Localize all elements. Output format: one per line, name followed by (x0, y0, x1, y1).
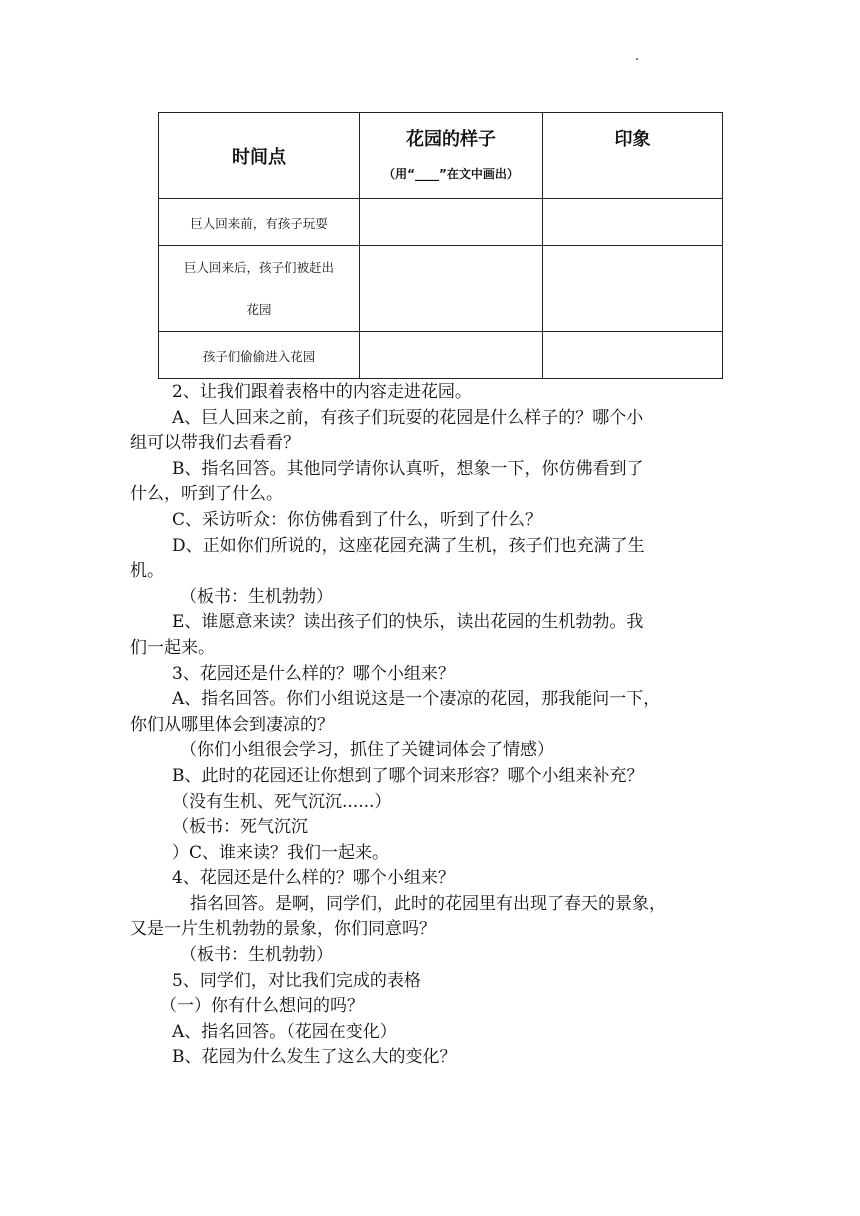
text-line: A、巨人回来之前，有孩子们玩耍的花园是什么样子的？哪个小 (172, 407, 644, 428)
table-row (159, 246, 723, 332)
table-row (159, 332, 723, 379)
text-line: 机。 (130, 561, 164, 582)
table-cell-impression (543, 199, 723, 246)
table-cell-shape (360, 332, 543, 379)
text-line: ）C、谁来读？我们一起来。 (172, 842, 390, 863)
text-line: 指名回答。是啊，同学们，此时的花园里有出现了春天的景象， (190, 893, 666, 914)
text-line: （板书：死气沉沉 (172, 817, 308, 838)
table-cell-label: 巨人回来前，有孩子玩耍 (159, 199, 360, 246)
text-line: 4、花园还是什么样的？哪个小组来？ (172, 868, 455, 889)
text-line: 组可以带我们去看看？ (130, 433, 300, 454)
text-line: （你们小组很会学习，抓住了关键词体会了情感） (180, 740, 554, 761)
table-cell-label: 孩子们偷偷进入花园 (159, 332, 360, 379)
text-line: 5、同学们，对比我们完成的表格 (172, 970, 421, 991)
text-line: 你们从哪里体会到凄凉的？ (130, 714, 334, 735)
text-line: A、指名回答。（花园在变化） (172, 1021, 397, 1042)
header-impression-label: 印象 (614, 129, 651, 150)
table-cell-label: 巨人回来后，孩子们被赶出 花园 (159, 246, 360, 332)
lesson-body (130, 380, 740, 1071)
table-header-row (159, 113, 723, 199)
text-line: （一）你有什么想问的吗？ (160, 996, 364, 1017)
table-cell-impression (543, 332, 723, 379)
table-cell-shape (360, 199, 543, 246)
text-line: 什么，听到了什么。 (130, 484, 283, 505)
header-garden-shape-note: （用“____”在文中画出） (383, 167, 519, 181)
text-line: 3、花园还是什么样的？哪个小组来？ (172, 663, 455, 684)
text-line: 又是一片生机勃勃的景象，你们同意吗？ (130, 919, 436, 940)
header-time-point (159, 113, 360, 199)
text-line: A、指名回答。你们小组说这是一个凄凉的花园，那我能问一下， (172, 689, 661, 710)
text-line: （板书：生机勃勃） (180, 586, 333, 607)
text-line: B、此时的花园还让你想到了哪个词来形容？哪个小组来补充？ (172, 765, 644, 786)
header-impression (543, 113, 723, 199)
header-garden-shape-label: 花园的样子 (406, 129, 496, 150)
text-line: E、谁愿意来读？读出孩子们的快乐，读出花园的生机勃勃。我 (172, 612, 644, 633)
text-line: C、采访听众：你仿佛看到了什么，听到了什么？ (172, 509, 543, 530)
table-cell-impression (543, 246, 723, 332)
text-line: B、指名回答。其他同学请你认真听，想象一下，你仿佛看到了 (172, 458, 644, 479)
text-line: （没有生机、死气沉沉......） (172, 791, 392, 812)
table-row (159, 199, 723, 246)
text-line: 2、让我们跟着表格中的内容走进花园。 (172, 382, 472, 402)
reading-table (158, 112, 723, 379)
text-line: D、正如你们所说的，这座花园充满了生机，孩子们也充满了生 (172, 535, 645, 556)
text-line: （板书：生机勃勃） (180, 945, 333, 966)
text-line: 们一起来。 (130, 637, 215, 658)
page-dot (636, 58, 638, 60)
header-time-point-label: 时间点 (232, 146, 286, 168)
table-cell-shape (360, 246, 543, 332)
header-garden-shape (360, 113, 543, 199)
text-line: B、花园为什么发生了这么大的变化？ (172, 1047, 457, 1068)
